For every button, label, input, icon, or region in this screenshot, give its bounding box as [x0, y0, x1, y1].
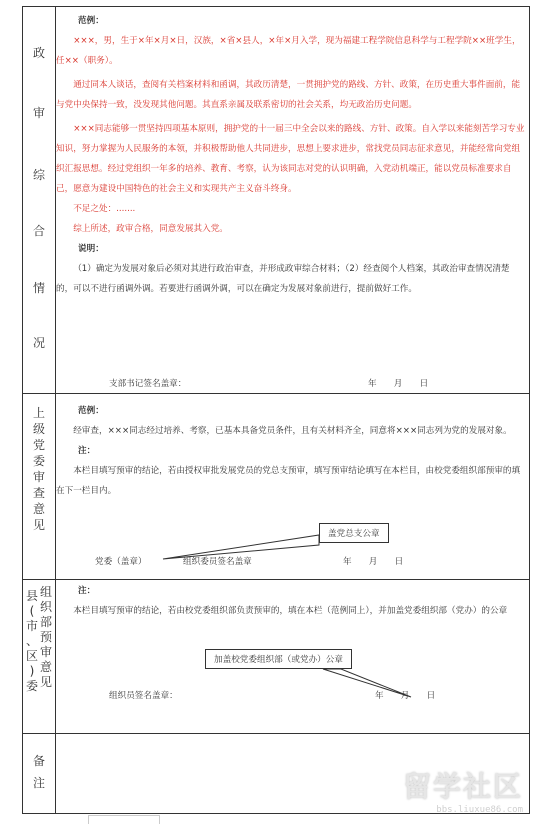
label-char: 政 — [32, 46, 45, 60]
branch-secretary-signature: 支部书记签名盖章： — [109, 379, 187, 389]
label-char: 委 — [32, 454, 45, 468]
example-paragraph: 不足之处：....... — [73, 204, 136, 214]
watermark-url: bbs.liuxue86.com — [436, 805, 523, 815]
watermark-logo: 留学社区 — [402, 770, 523, 803]
label-char: 审 — [39, 645, 52, 659]
section2-date: 年 月 日 — [343, 557, 404, 567]
label-char: 县 — [25, 589, 38, 603]
label-char: 审 — [32, 106, 45, 120]
label-char: 见 — [32, 518, 45, 532]
label-char: 级 — [32, 422, 45, 436]
label-char: 市 — [25, 619, 38, 633]
label-char: 备 — [32, 754, 45, 768]
label-char: 况 — [32, 336, 45, 350]
example-paragraph: 综上所述，政审合格，同意发展其入党。 — [73, 224, 228, 234]
general-branch-stamp-callout: 盖党总支公章 — [319, 523, 389, 543]
note-text: 本栏目填写预审的结论，若由校党委组织部负责预审的，填在本栏（范例同上），并加盖党委组织部（党办）的公章 — [73, 606, 508, 616]
school-office-stamp-callout: 加盖校党委组织部（或党办）公章 — [205, 649, 352, 669]
note-heading: 注： — [78, 586, 96, 596]
label-char: 审 — [32, 470, 45, 484]
label-char: 合 — [32, 224, 45, 238]
label-char: 党 — [32, 438, 45, 452]
label-char: 情 — [32, 281, 45, 295]
label-char: 委 — [25, 679, 38, 693]
bottom-cut-box — [88, 815, 160, 824]
section1-date: 年 月 日 — [368, 379, 429, 389]
note-heading: 说明： — [78, 244, 104, 254]
label-char: 综 — [32, 168, 45, 182]
note-text: 本栏目填写预审的结论，若由授权审批发展党员的党总支预审，填写预审结论填写在本栏目，由校党委组织部预审的填在下一栏目内。 — [56, 466, 521, 496]
example-heading: 范例： — [78, 406, 104, 416]
example-text: 经审查，×××同志经过培养、考察，已基本具备党员条件，且有关材料齐全，同意将×××同志列为党的发展对象。 — [73, 426, 512, 436]
organizing-member-signature: 组织委员签名盖章 — [183, 557, 252, 567]
label-char: ( — [29, 604, 35, 618]
note-heading: 注： — [78, 446, 96, 456]
site-watermark — [403, 765, 523, 815]
label-char: 织 — [39, 600, 52, 614]
party-committee-stamp-label: 党委（盖章） — [95, 557, 147, 567]
label-char: 预 — [39, 630, 52, 644]
example-heading: 范例： — [78, 16, 104, 26]
section3-date: 年 月 日 — [375, 691, 436, 701]
organization-dept-content — [56, 581, 525, 621]
note-text: （1）确定为发展对象后必须对其进行政治审查，并形成政审综合材料；（2）经查阅个人档案，其政治审查情况清楚的，可以不进行函调外调。若要进行函调外调，可以在确定为发展对象前进行，提前做好工作。 — [56, 264, 510, 294]
label-char: 意 — [32, 502, 45, 516]
label-char: 见 — [39, 675, 52, 689]
label-char: 组 — [39, 585, 52, 599]
political-review-form — [22, 6, 530, 814]
example-paragraph: 通过同本人谈话，查阅有关档案材料和函调，其政历清楚，一贯拥护党的路线、方针、政策，在历史重大事件面前，能与党中央保持一致，没发现其他问题。其直系亲属及联系密切的社会关系，均无政治历史问题。 — [56, 80, 521, 110]
label-char: 上 — [32, 406, 45, 420]
label-char: 查 — [32, 486, 45, 500]
label-char: 部 — [39, 615, 52, 629]
label-char: ) — [29, 664, 35, 678]
example-paragraph: ×××同志能够一贯坚持四项基本原则，拥护党的十一届三中全会以来的路线、方针、政策。自入学以来能刻苦学习专业知识，努力掌握为人民服务的本领，并积极帮助他人共同进步，思想上要求进步，常找党员同志征求意见，并能经常向党组织汇报思想。经过党组织一年多的培养、教育、考察，认为该同志对党的认识明确，入党动机端正，能以党员标准要求自己，愿意为建设中国特色的社会主义和实现共产主义奋斗终身。 — [56, 124, 525, 194]
label-char: 区 — [25, 649, 38, 663]
example-paragraph: ×××，男，生于×年×月×日，汉族，×省×县人，×年×月入学，现为福建工程学院信息科学与工程学院××班学生，任××（职务）。 — [56, 36, 521, 66]
label-char: 意 — [39, 660, 52, 674]
organizer-signature: 组织员签名盖章： — [109, 691, 178, 701]
label-char: 、 — [25, 634, 38, 648]
callout-pointers — [23, 7, 531, 815]
label-char: 注 — [32, 776, 45, 790]
